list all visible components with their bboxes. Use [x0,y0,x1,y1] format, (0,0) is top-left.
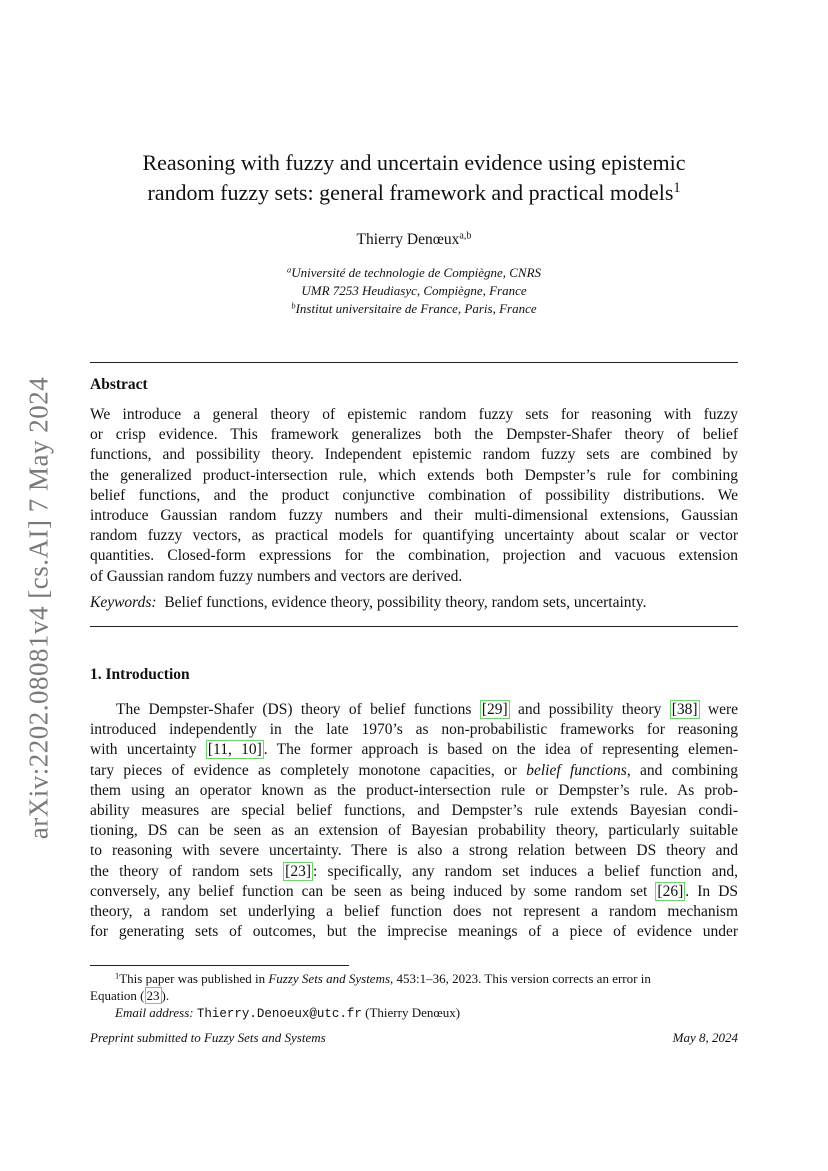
intro-line: tary pieces of evidence as completely monotone capacities, or belief functions, and combining [90,761,738,779]
footnote-line-1: $^1$This paper was published in Fuzzy Sets and Systems, 453:1–36, 2023. This version corrects an error in [115,970,651,986]
email-address[interactable]: Thierry.Denoeux@utc.fr [196,1007,362,1021]
abstract-line: the generalized product-intersection rule, which extends both Dempster’s rule for combining [90,466,738,484]
footnote [90,970,738,1023]
abstract-line: introduce Gaussian random fuzzy numbers and their multi-dimensional extensions, Gaussian [90,507,738,525]
affiliations [90,264,738,318]
arxiv-sidebar-stamp [14,370,64,845]
abstract-line: of Gaussian random fuzzy numbers and vectors are derived. [90,567,463,585]
intro-line: tioning, DS can be seen as an extension of Bayesian probability theory, particularly suitable [90,822,738,840]
arxiv-id: arXiv:2202.08081v4 [cs.AI] 7 May 2024 [23,376,54,839]
abstract-bottom-rule [90,626,738,627]
intro-line: ability measures are special belief functions, and Dempster’s rule extends Bayesian condi- [90,802,738,820]
email-label: Email address: [115,1005,194,1020]
intro-line: The Dempster-Shafer (DS) theory of belief functions [29] and possibility theory [38] were [116,701,738,718]
author-name: Thierry Denœux [356,231,460,248]
abstract-line: We introduce a general theory of epistemic random fuzzy sets for reasoning with fuzzy [90,406,738,423]
footnote-line-2: Equation ( 23 ). [90,988,170,1003]
abstract-heading: Abstract [90,376,148,393]
intro-line: to reasoning with severe uncertainty. There is also a strong relation between DS theory and [90,842,738,860]
keywords-text: Belief functions, evidence theory, possibility theory, random sets, uncertainty. [164,594,647,611]
citation-29[interactable]: [29] [481,701,508,718]
intro-line: conversely, any belief function can be seen as being induced by some random set [26] . In DS [90,882,739,900]
page-footer [90,1030,738,1046]
title-line-1: Reasoning with fuzzy and uncertain evidence using epistemic [142,150,686,175]
intro-line: with uncertainty [11, 10] . The former approach is based on the idea of representing elemen- [90,741,739,759]
section-heading-introduction: 1. Introduction [90,666,190,683]
citation-38[interactable]: [38] [671,701,698,718]
abstract-line: functions, and possibility theory. Independent epistemic random fuzzy sets are combined by [90,446,738,464]
abstract-line: or crisp evidence. This framework generalizes both the Dempster-Shafer theory of belief [90,426,738,444]
citation-11-10[interactable]: [11, 10] [207,741,262,759]
keywords-label: Keywords: [90,594,157,611]
affiliation-b: $^b$Institut universitaire de France, Paris, France [291,300,537,316]
affiliation-a-line-2: UMR 7253 Heudiasyc, Compiègne, France [301,283,527,298]
footer-preprint-note: Preprint submitted to Fuzzy Sets and Systems [90,1030,326,1045]
email-line: Email address: Thierry.Denoeux@utc.fr (Thierry Denœux) [115,1005,461,1021]
author-affil-marks: a,b [459,230,472,242]
intro-line: introduced independently in the late 1970’s as non-probabilistic frameworks for reasoning [90,721,738,739]
affiliation-a: $^a$Université de technologie de Compiègne, CNRS [286,264,542,280]
abstract-line: belief functions, and the product conjunctive combination of possibility distributions. We [90,486,738,504]
abstract-line: random fuzzy vectors, as practical models for quantifying uncertainty about scalar or vector [90,527,738,545]
author [90,231,738,249]
equation-link-23[interactable]: 23 [146,988,160,1003]
intro-line: theory, a random set underlying a belief function does not represent a random mechanism [90,903,738,921]
footnote-rule [90,965,349,966]
title-line-2: random fuzzy sets: general framework and practical models$^1$ [147,180,681,205]
citation-23[interactable]: [23] [285,862,311,880]
intro-line: for generating sets of outcomes, but the imprecise meanings of a piece of evidence under [90,923,738,941]
abstract-body [90,405,738,587]
abstract-top-rule [90,362,738,363]
citation-26[interactable]: [26] [657,882,684,900]
intro-line: the theory of random sets [23] : specifically, any random set induces a belief function and, [90,862,738,880]
title-footnote-mark: 1 [673,180,681,197]
abstract-line: quantities. Closed-form expressions for the combination, projection and vacuous extension [90,547,738,565]
intro-line: them using an operator known as the product-intersection rule or Dempster’s rule. As prob- [90,781,738,799]
keywords [90,594,646,612]
introduction-body [90,700,738,942]
paper-title [90,148,738,208]
footer-date: May 8, 2024 [672,1030,738,1045]
